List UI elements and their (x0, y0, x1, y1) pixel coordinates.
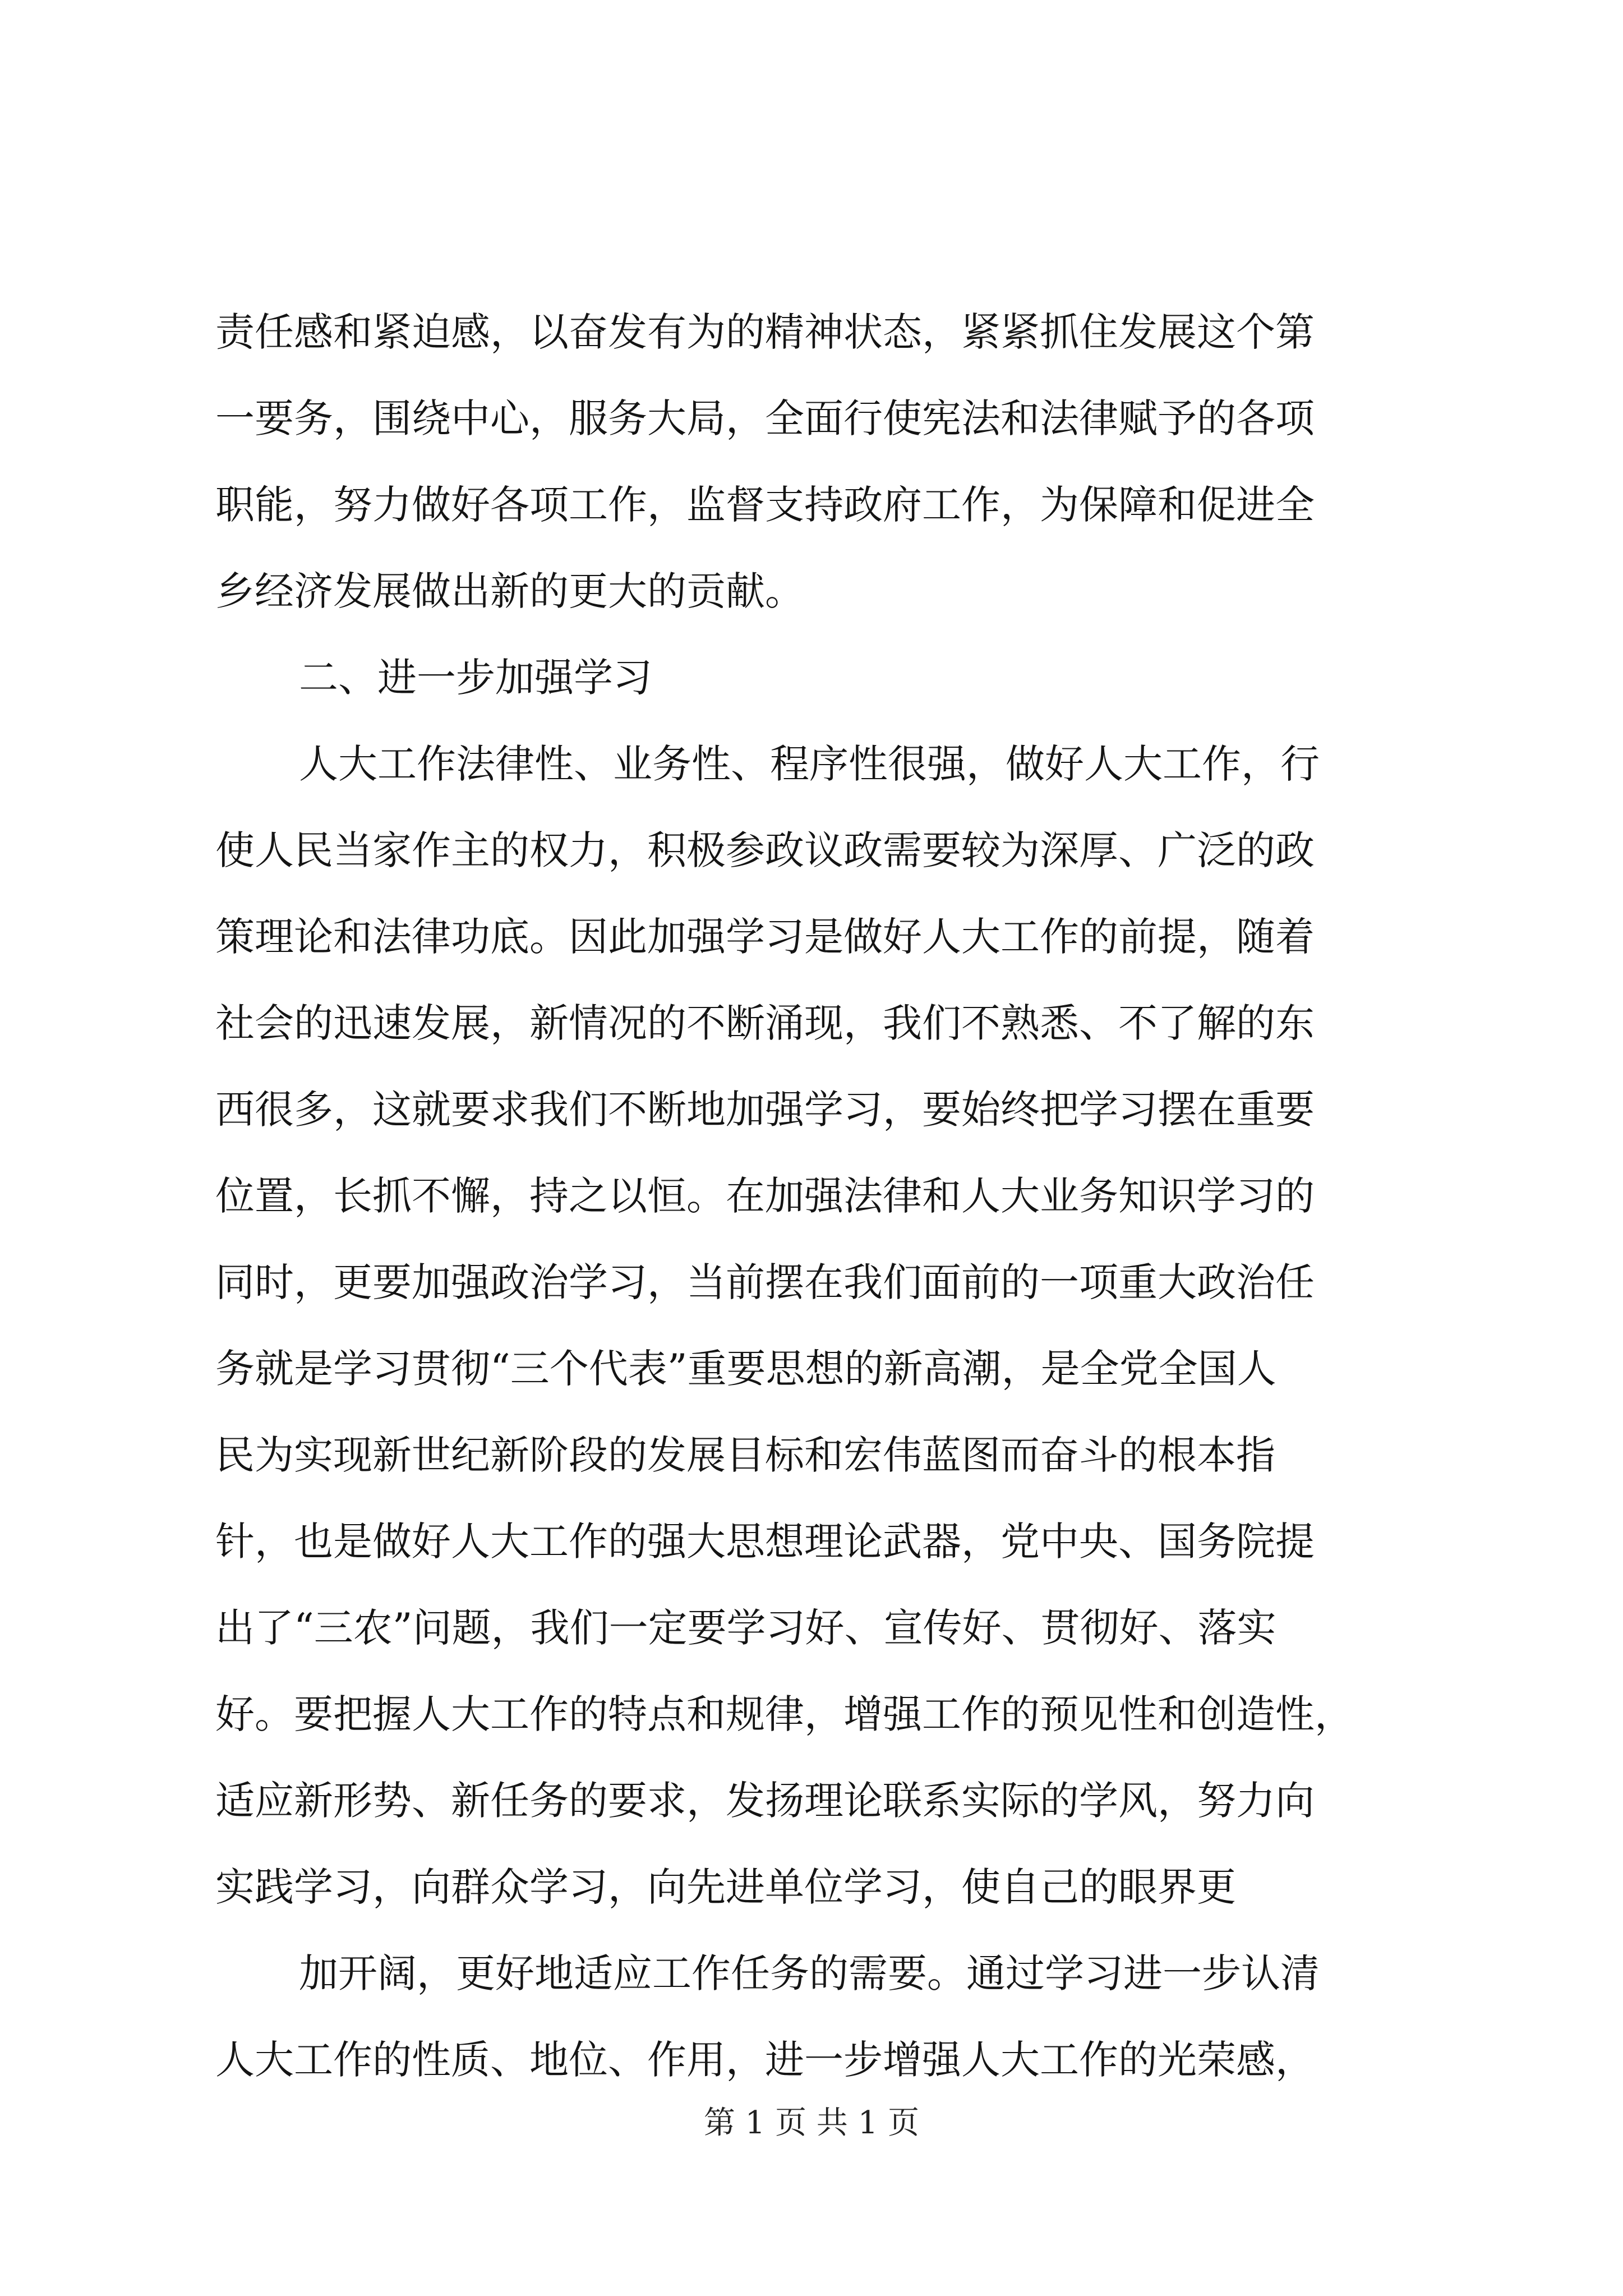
text-line-content: 适应新形势、新任务的要求，发扬理论联系实际的学风，努力向 (215, 1778, 1315, 1824)
text-line (0, 385, 1623, 452)
text-line-content: 使人民当家作主的权力，积极参政议政需要较为深厚、广泛的政 (215, 827, 1315, 873)
text-line-content: 务就是学习贯彻“三个代表”重要思想的新高潮，是全党全国人 (215, 1346, 1276, 1392)
text-line (0, 1508, 1623, 1575)
text-line (0, 730, 1623, 798)
text-line-content: 策理论和法律功底。因此加强学习是做好人大工作的前提，随着 (215, 914, 1315, 960)
text-line-content: 人大工作法律性、业务性、程序性很强，做好人大工作，行 (299, 741, 1320, 787)
text-line (0, 1249, 1623, 1316)
page-footer: 第 1 页 共 1 页 (703, 2105, 920, 2141)
text-line (0, 817, 1623, 884)
text-line (0, 1681, 1623, 1748)
text-line (0, 1335, 1623, 1402)
text-line-content: 社会的迅速发展，新情况的不断涌现，我们不熟悉、不了解的东 (215, 1000, 1315, 1046)
text-line (0, 2026, 1623, 2093)
text-line-content: 责任感和紧迫感，以奋发有为的精神状态，紧紧抓住发展这个第 (215, 309, 1315, 355)
text-line (0, 1767, 1623, 1834)
text-line (0, 1162, 1623, 1230)
text-line (0, 298, 1623, 366)
text-line-content: 乡经济发展做出新的更大的贡献。 (215, 568, 804, 614)
text-line-content: 西很多，这就要求我们不断地加强学习，要始终把学习摆在重要 (215, 1087, 1315, 1133)
text-line (0, 1421, 1623, 1489)
section-heading-text: 二、进一步加强学习 (299, 655, 652, 701)
text-line (0, 1076, 1623, 1143)
text-line-content: 加开阔，更好地适应工作任务的需要。通过学习进一步认清 (299, 1950, 1320, 1996)
text-line-content: 人大工作的性质、地位、作用，进一步增强人大工作的光荣感， (215, 2037, 1315, 2083)
text-line (0, 558, 1623, 625)
text-line-content: 出了“三农”问题，我们一定要学习好、宣传好、贯彻好、落实 (215, 1605, 1276, 1651)
text-line-content: 好。要把握人大工作的特点和规律，增强工作的预见性和创造性， (215, 1691, 1354, 1737)
text-line (0, 903, 1623, 970)
text-line-content: 同时，更要加强政治学习，当前摆在我们面前的一项重大政治任 (215, 1259, 1315, 1305)
text-line-content: 针，也是做好人大工作的强大思想理论武器，党中央、国务院提 (215, 1519, 1315, 1565)
text-line-content: 职能，努力做好各项工作，监督支持政府工作，为保障和促进全 (215, 482, 1315, 528)
text-line-content: 一要务，围绕中心，服务大局，全面行使宪法和法律赋予的各项 (215, 395, 1315, 441)
text-line-content: 实践学习，向群众学习，向先进单位学习，使自己的眼界更 (215, 1864, 1236, 1910)
text-line (0, 1853, 1623, 1921)
text-line (0, 471, 1623, 539)
text-line-content: 民为实现新世纪新阶段的发展目标和宏伟蓝图而奋斗的根本指 (215, 1432, 1275, 1478)
text-line (0, 1594, 1623, 1662)
text-line (0, 1940, 1623, 2007)
section-heading (0, 644, 1623, 711)
text-line (0, 990, 1623, 1057)
text-line-content: 位置，长抓不懈，持之以恒。在加强法律和人大业务知识学习的 (215, 1173, 1315, 1219)
